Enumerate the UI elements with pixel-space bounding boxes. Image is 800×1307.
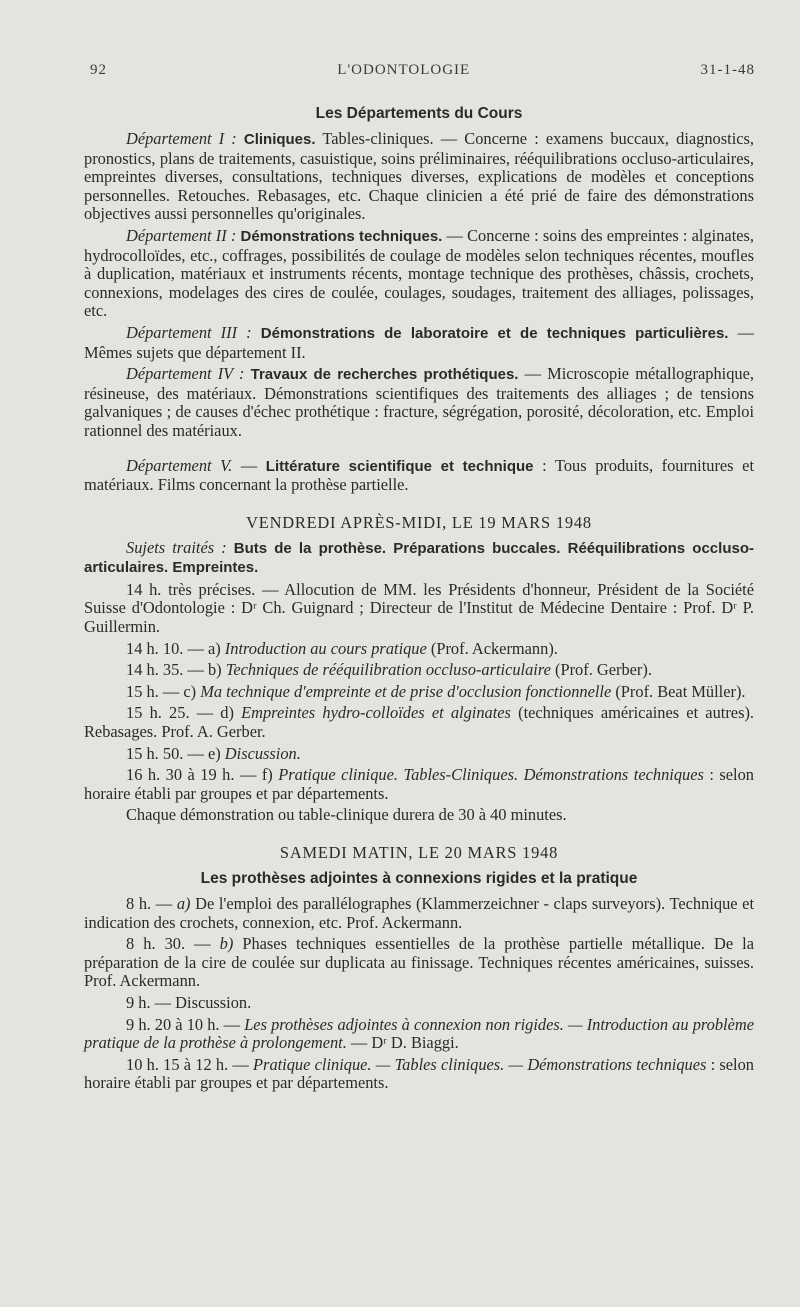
schedule-letter: b) [219, 934, 234, 954]
schedule-topic: Ma technique d'empreinte et de prise d'occlusion fonctionnelle [200, 681, 612, 701]
department-text: : Tous produits, fournitures et matériaux. Films concernant la prothèse partielle. [84, 455, 754, 495]
department-heading: Travaux de recherches prothétiques. [250, 366, 519, 384]
department-label: Département V. [126, 455, 233, 475]
schedule-time: 16 h. 30 à 19 h. — f) [126, 765, 279, 785]
schedule-item [84, 895, 754, 932]
department-5 [84, 457, 754, 495]
running-head [90, 62, 755, 79]
schedule-time: 15 h. 50. — e) [126, 743, 225, 763]
department-text: — Mêmes sujets que département II. [84, 322, 754, 362]
schedule-item [84, 935, 754, 991]
department-heading: Démonstrations de laboratoire et de techniques particulières. [260, 324, 729, 342]
schedule-speaker: (Prof. Ackermann). [426, 638, 558, 658]
department-separator: — [232, 455, 266, 475]
schedule-topic: Les prothèses adjointes à connexion non rigides. — Introduction au problème pratique de la prothèse à prolongement. [84, 1014, 754, 1053]
friday-subjects [84, 539, 754, 578]
schedule-item [84, 704, 754, 741]
subjects-label: Sujets traités : [126, 537, 227, 557]
schedule-topic: Introduction au cours pratique [224, 638, 427, 658]
schedule-topic: De l'emploi des parallélographes (Klammerzeichner - claps surveyors). Technique et indication des crochets, connexion, etc. Prof. Ackermann. [84, 894, 755, 932]
schedule-note: Chaque démonstration ou table-clinique durera de 30 à 40 minutes. [126, 805, 567, 825]
department-text: — Concerne : soins des empreintes : alginates, hydrocolloïdes, etc., coffrages, possibilités de coulage de modèles selon techniques récentes, moufles à duplication, matériaux et instruments récents, montage technique des prothèses, châssis, crochets, connexions, modelages des cires de coulée, coulages, soudages, traitement des alliages, polissages, etc. [84, 225, 754, 321]
schedule-topic: Pratique clinique. — Tables cliniques. — Démonstrations techniques [253, 1054, 707, 1074]
page-number: 92 [90, 62, 107, 78]
schedule-speaker: — Dʳ D. Biaggi. [346, 1033, 459, 1053]
schedule-topic: Phases techniques essentielles de la prothèse partielle métallique. De la préparation de la cire de coulée sur duplicata au finissage. Techniques récentes américaines, suisses. Prof. Ackermann. [84, 934, 754, 991]
schedule-time: 8 h. — [126, 894, 177, 913]
schedule-speaker: (Prof. Beat Müller). [611, 681, 746, 701]
department-text: Tables-cliniques. — Concerne : examens buccaux, diagnostics, pronostics, plans de traitements, casuistique, soins préliminaires, rééquilibrations occluso-articulaires, empreintes diverses, consultations, techniques diverses, explications de modèles et conceptions personnelles. Retouches. Rebasages, etc. Chaque clinicien a été prié de faire des démonstrations objectives aussi personnelles qu'originales. [84, 129, 754, 224]
department-4 [84, 365, 754, 440]
schedule-speaker: (Prof. Gerber). [550, 660, 652, 680]
schedule-topic: Discussion. [224, 743, 301, 763]
page-content [84, 104, 754, 1096]
friday-title: VENDREDI APRÈS-MIDI, LE 19 MARS 1948 [246, 512, 592, 532]
schedule-time: 14 h. 35. — b) [126, 660, 226, 680]
schedule-item [84, 745, 754, 764]
schedule-item [84, 661, 754, 680]
schedule-topic: Pratique clinique. Tables-Cliniques. Démonstrations techniques [278, 765, 704, 785]
issue-date: 31-1-48 [700, 62, 755, 78]
schedule-topic: Techniques de rééquilibration occluso-articulaire [225, 660, 551, 680]
schedule-time: 8 h. 30. — [126, 934, 220, 954]
department-label: Département I : [126, 129, 237, 148]
schedule-item [84, 1016, 754, 1053]
schedule-item [84, 640, 754, 659]
department-label: Département II : [126, 225, 237, 245]
schedule-item [84, 683, 754, 702]
department-3 [84, 324, 754, 362]
department-label: Département III : [126, 322, 252, 342]
schedule-time: 15 h. 25. — d) [126, 703, 242, 723]
schedule-speaker: : selon horaire établi par groupes et par départements. [84, 1054, 754, 1093]
schedule-item: 9 h. — Discussion. [126, 992, 252, 1012]
schedule-time: 14 h. 10. — a) [126, 638, 225, 658]
subjects-text: Buts de la prothèse. Préparations buccales. Rééquilibrations occluso-articulaires. Empreintes. [84, 539, 754, 577]
schedule-time: 9 h. 20 à 10 h. — [126, 1014, 245, 1034]
saturday-title: SAMEDI MATIN, LE 20 MARS 1948 [279, 843, 559, 862]
schedule-letter: a) [176, 894, 191, 913]
schedule-time: 10 h. 15 à 12 h. — [126, 1054, 254, 1074]
department-1 [84, 130, 754, 224]
schedule-time: 15 h. — c) [126, 681, 201, 701]
schedule-speaker: (techniques américaines et autres). Rebasages. Prof. A. Gerber. [84, 703, 755, 742]
department-label: Département IV : [126, 364, 245, 384]
schedule-item [84, 1056, 754, 1093]
department-2 [84, 227, 754, 321]
department-heading: Démonstrations techniques. [240, 227, 443, 245]
department-heading: Cliniques. [243, 131, 316, 148]
schedule-topic: Empreintes hydro-colloïdes et alginates [241, 703, 511, 723]
saturday-subtitle: Les prothèses adjointes à connexions rigides et la pratique [200, 870, 638, 887]
schedule-item [84, 766, 754, 803]
schedule-item: 14 h. très précises. — Allocution de MM. les Présidents d'honneur, Président de la Société Suisse d'Odontologie : Dʳ Ch. Guignard ; Directeur de l'Institut de Médecine Dentaire : Prof. Dʳ P. Guillermin. [84, 579, 754, 637]
department-heading: Littérature scientifique et technique [265, 457, 534, 475]
journal-title: L'ODONTOLOGIE [337, 62, 471, 78]
department-text: — Microscopie métallographique, résineuse, des matériaux. Démonstrations scientifiques des traitements des alliages ; de tensions galvaniques ; de causes d'échec prothétique : fracture, ségrégation, porosité, décoloration, etc. Emploi rationnel des matériaux. [84, 364, 754, 440]
schedule-speaker: : selon horaire établi par groupes et par départements. [84, 765, 755, 803]
departments-title: Les Départements du Cours [315, 105, 523, 122]
